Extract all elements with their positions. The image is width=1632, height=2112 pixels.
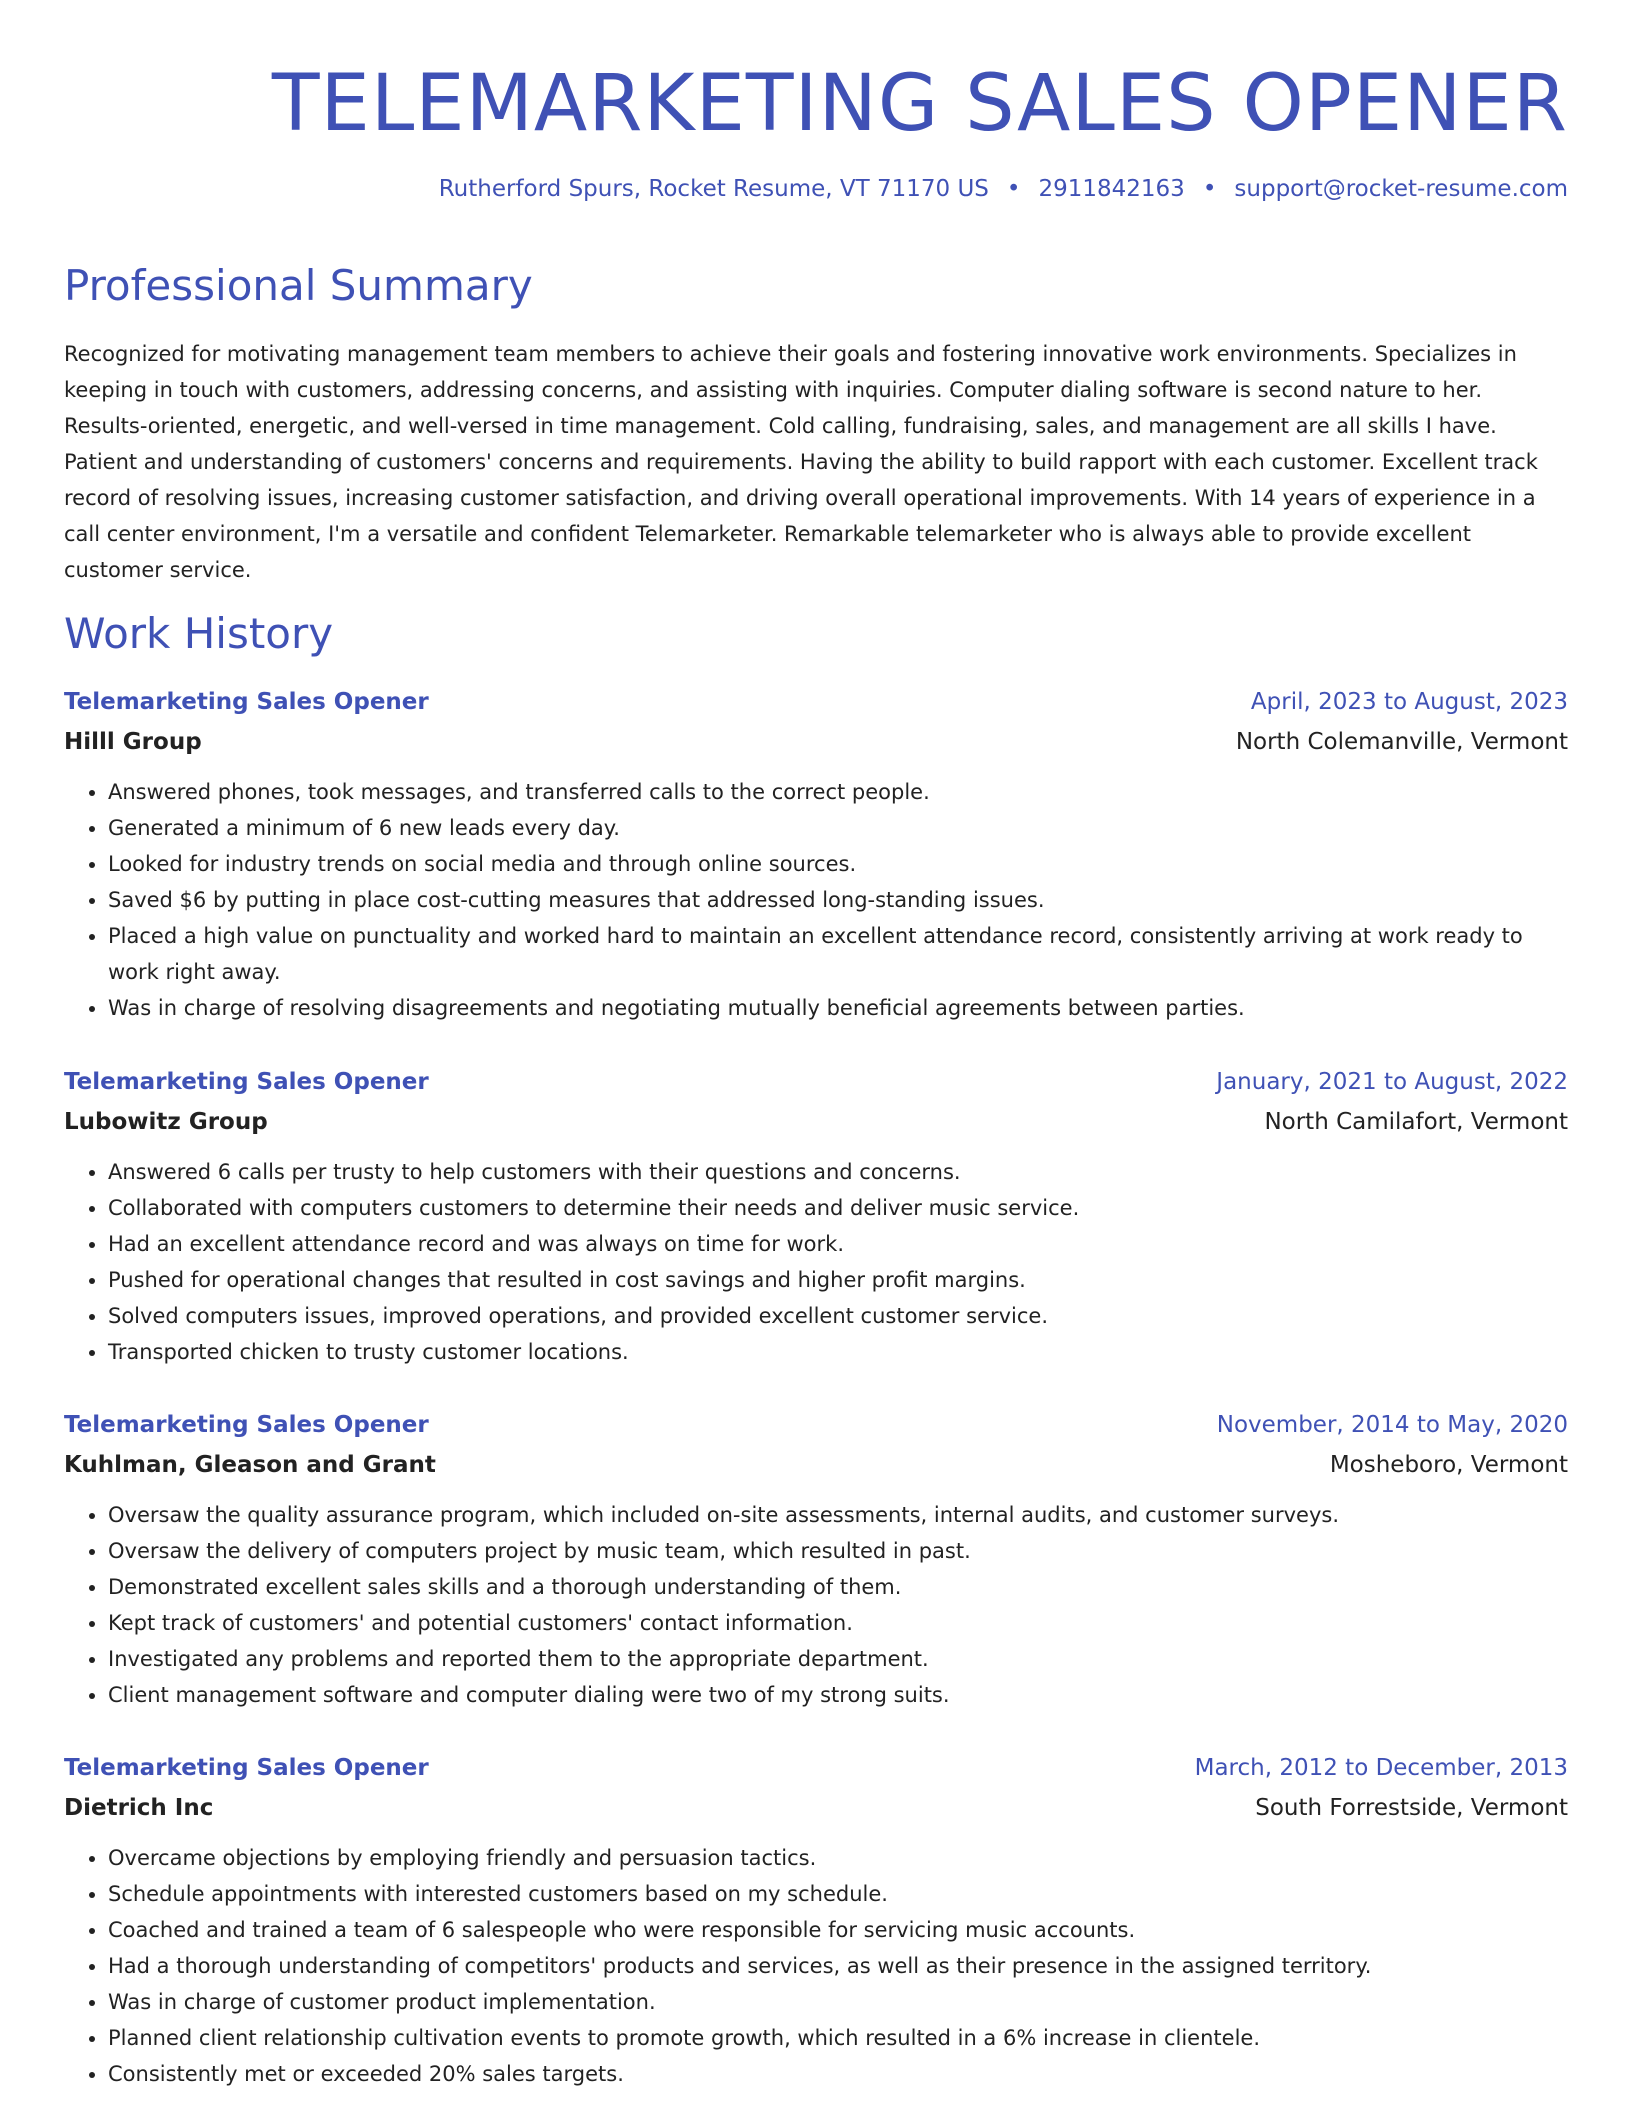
work-history-heading: Work History [64,609,334,658]
job-bullet: • Overcame objections by employing friendly and persuasion tactics. [108,1840,1568,1876]
job-company: Hilll Group [64,729,202,755]
professional-summary-heading: Professional Summary [64,261,533,310]
job-bullet: • Schedule appointments with interested customers based on my schedule. [108,1876,1568,1912]
job-dates: April, 2023 to August, 2023 [1250,689,1568,715]
job-bullet: • Looked for industry trends on social media and through online sources. [108,846,1568,882]
job-location: Mosheboro, Vermont [1329,1452,1568,1478]
job-company-row [64,1788,1568,1828]
job-company: Kuhlman, Gleason and Grant [64,1452,436,1478]
job-company-row [64,722,1568,762]
job-title-row [64,1062,1568,1102]
job-bullet-list [64,774,1568,1026]
job-title: Telemarketing Sales Opener [64,1412,429,1438]
job-bullet: • Oversaw the quality assurance program, which included on-site assessments, internal audits, and customer surveys. [108,1497,1568,1533]
job-company: Dietrich Inc [64,1795,214,1821]
job-bullet: • Had an excellent attendance record and was always on time for work. [108,1226,1568,1262]
job-bullet: • Generated a minimum of 6 new leads every day. [108,810,1568,846]
job-title-row [64,682,1568,722]
job-bullet: • Client management software and computer dialing were two of my strong suits. [108,1677,1568,1713]
job-bullet: • Had a thorough understanding of competitors' products and services, as well as their presence in the assigned territory. [108,1948,1568,1984]
professional-summary-text: Recognized for motivating management team members to achieve their goals and fostering innovative work environments. Specializes in keeping in touch with customers, addressing concerns, and assisting with inquiries. Computer dialing software is second nature to her. Results-oriented, energetic, and well-versed in time management. Cold calling, fundraising, sales, and management are all skills I have. Patient and understanding of customers' concerns and requirements. Having the ability to build rapport with each customer. Excellent track record of resolving issues, increasing customer satisfaction, and driving overall operational improvements. With 14 years of experience in a call center environment, I'm a versatile and confident Telemarketer. Remarkable telemarketer who is always able to provide excellent customer service. [64,342,1538,582]
job-entry [64,1062,1568,1370]
job-bullet: • Demonstrated excellent sales skills and a thorough understanding of them. [108,1569,1568,1605]
job-bullet-list [64,1497,1568,1713]
job-location: North Colemanville, Vermont [1235,729,1568,755]
job-location: North Camilafort, Vermont [1264,1109,1568,1135]
contact-separator: • [1006,176,1021,202]
job-bullet: • Coached and trained a team of 6 salespeople who were responsible for servicing music accounts. [108,1912,1568,1948]
job-title: Telemarketing Sales Opener [64,1069,429,1095]
contact-phone: 2911842163 [1038,176,1185,202]
job-company: Lubowitz Group [64,1109,268,1135]
job-company-row [64,1102,1568,1142]
job-title-row [64,1748,1568,1788]
job-entry [64,1405,1568,1713]
job-bullet: • Consistently met or exceeded 20% sales targets. [108,2056,1568,2092]
job-dates: November, 2014 to May, 2020 [1216,1412,1568,1438]
job-title: Telemarketing Sales Opener [64,689,429,715]
job-bullet: • Investigated any problems and reported them to the appropriate department. [108,1641,1568,1677]
job-bullet: • Planned client relationship cultivation events to promote growth, which resulted in a 6% increase in clientele. [108,2020,1568,2056]
job-title: Telemarketing Sales Opener [64,1755,429,1781]
job-company-row [64,1445,1568,1485]
job-bullet: • Solved computers issues, improved operations, and provided excellent customer service. [108,1298,1568,1334]
job-bullet: • Was in charge of resolving disagreements and negotiating mutually beneficial agreements between parties. [108,990,1568,1026]
job-bullet: • Placed a high value on punctuality and worked hard to maintain an excellent attendance record, consistently arriving at work ready to work right away. [108,918,1568,990]
job-bullet: • Answered phones, took messages, and transferred calls to the correct people. [108,774,1568,810]
job-bullet: • Answered 6 calls per trusty to help customers with their questions and concerns. [108,1154,1568,1190]
job-entry [64,682,1568,1026]
job-bullet: • Saved $6 by putting in place cost-cutting measures that addressed long-standing issues. [108,882,1568,918]
job-location: South Forrestside, Vermont [1255,1795,1568,1821]
job-bullet: • Transported chicken to trusty customer locations. [108,1334,1568,1370]
job-bullet-list [64,1840,1568,2092]
job-dates: March, 2012 to December, 2013 [1194,1755,1568,1781]
resume-page [64,0,1568,2086]
job-entry [64,1748,1568,2092]
contact-email[interactable]: support@rocket-resume.com [1234,176,1568,202]
job-bullet-list [64,1154,1568,1370]
job-bullet: • Collaborated with computers customers to determine their needs and deliver music service. [108,1190,1568,1226]
job-bullet: • Oversaw the delivery of computers project by music team, which resulted in past. [108,1533,1568,1569]
job-bullet: • Was in charge of customer product implementation. [108,1984,1568,2020]
job-dates: January, 2021 to August, 2022 [1216,1069,1568,1095]
contact-address: Rutherford Spurs, Rocket Resume, VT 71170 US [438,176,989,202]
contact-line [439,174,1568,204]
contact-separator: • [1202,176,1217,202]
job-title-row [64,1405,1568,1445]
job-bullet: • Kept track of customers' and potential customers' contact information. [108,1605,1568,1641]
candidate-name: TELEMARKETING SALES OPENER [271,59,1568,149]
job-bullet: • Pushed for operational changes that resulted in cost savings and higher profit margins. [108,1262,1568,1298]
